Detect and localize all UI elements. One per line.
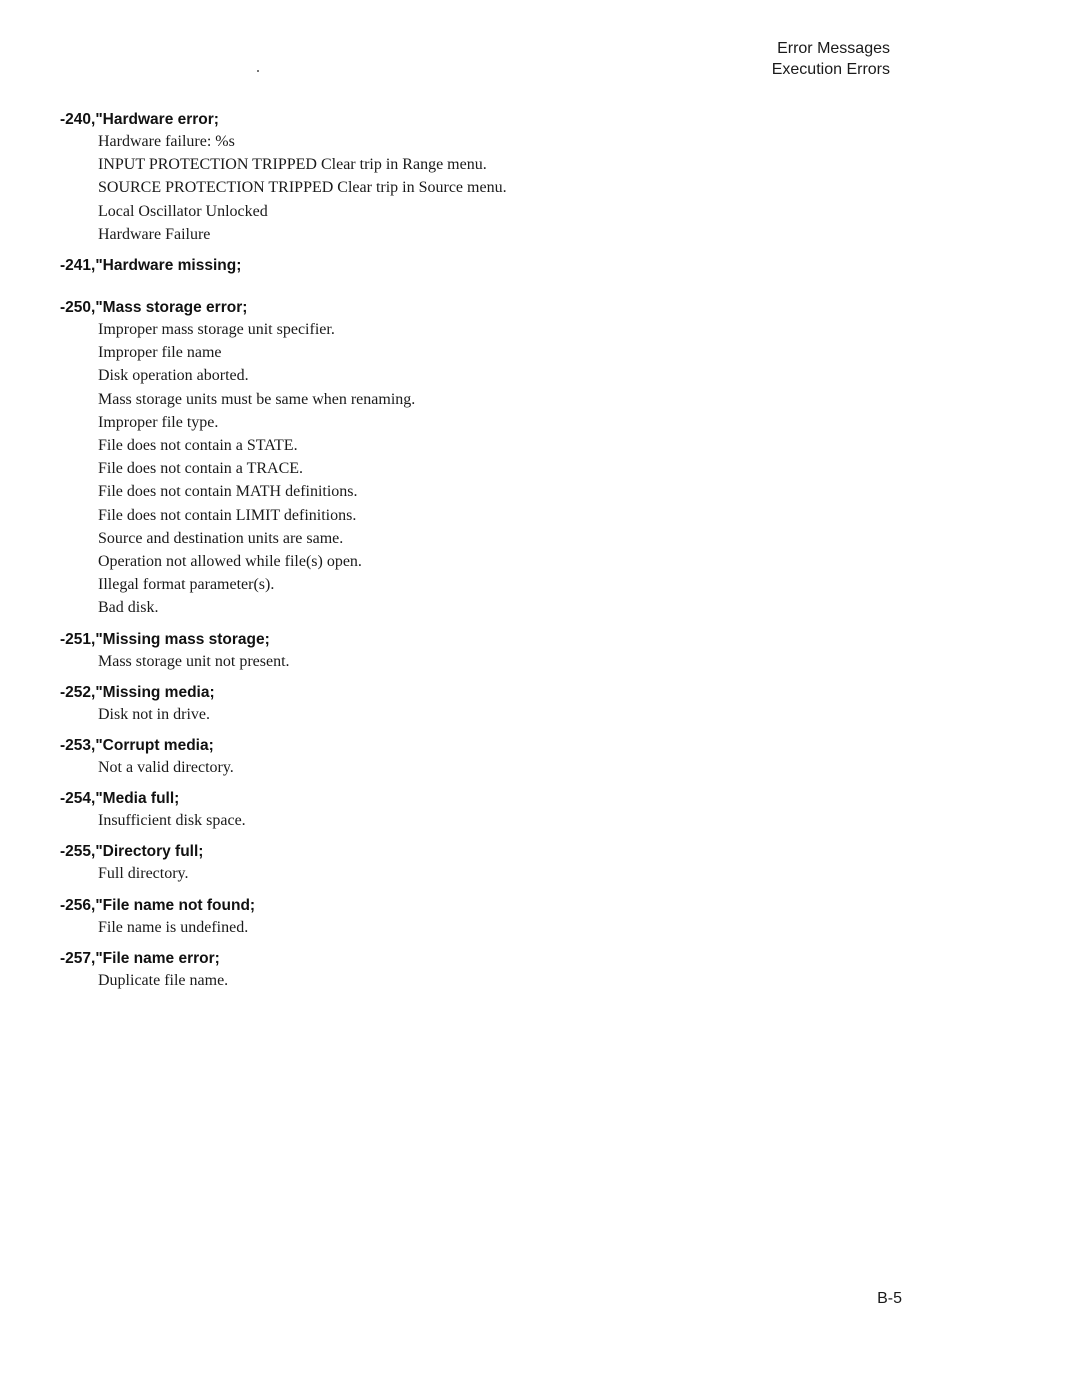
running-head: [772, 38, 890, 80]
error-message: File does not contain LIMIT definitions.: [98, 506, 357, 524]
error-message: Disk operation aborted.: [98, 367, 249, 385]
error-code-heading: -256,"File name not found;: [60, 896, 256, 914]
error-message: File does not contain a TRACE.: [98, 460, 304, 478]
error-message: Bad disk.: [98, 599, 159, 617]
error-message-list: [60, 650, 920, 673]
error-message: Hardware Failure: [98, 225, 211, 243]
error-code-heading: -251,"Missing mass storage;: [60, 630, 270, 648]
error-code-heading: -252,"Missing media;: [60, 683, 215, 701]
error-section: [60, 736, 920, 779]
error-message: Improper mass storage unit specifier.: [98, 321, 335, 339]
error-code-heading: -255,"Directory full;: [60, 843, 204, 861]
error-list: [60, 110, 920, 1002]
error-message: SOURCE PROTECTION TRIPPED Clear trip in Source menu.: [98, 179, 507, 197]
error-message: Insufficient disk space.: [98, 812, 246, 830]
error-message: INPUT PROTECTION TRIPPED Clear trip in Range menu.: [98, 156, 487, 174]
error-message-list: [60, 862, 920, 885]
error-section: [60, 298, 920, 620]
error-message: Not a valid directory.: [98, 759, 234, 777]
error-message-list: [60, 130, 920, 246]
error-section: [60, 842, 920, 885]
error-section: [60, 630, 920, 673]
error-code-heading: -254,"Media full;: [60, 790, 180, 808]
running-head-chapter: Error Messages: [777, 40, 890, 57]
error-message-list: [60, 809, 920, 832]
error-message: File does not contain MATH definitions.: [98, 483, 358, 501]
error-code-heading: -257,"File name error;: [60, 949, 220, 967]
error-message: Duplicate file name.: [98, 971, 229, 989]
error-message-list: [60, 703, 920, 726]
error-message: Operation not allowed while file(s) open.: [98, 553, 362, 571]
error-message: Hardware failure: %s: [98, 133, 235, 150]
error-section: [60, 683, 920, 726]
error-message-list: [60, 756, 920, 779]
error-message: Mass storage units must be same when renaming.: [98, 390, 416, 408]
error-message: File does not contain a STATE.: [98, 437, 298, 455]
error-message: Illegal format parameter(s).: [98, 576, 275, 594]
error-code-heading: -253,"Corrupt media;: [60, 737, 214, 755]
running-head-section: Execution Errors: [771, 61, 890, 78]
scan-speck: [257, 70, 259, 72]
error-message: Source and destination units are same.: [98, 529, 344, 547]
error-message-list: [60, 318, 920, 620]
error-section: [60, 949, 920, 992]
page-number: B-5: [877, 1290, 902, 1307]
error-code-heading: -241,"Hardware missing;: [60, 257, 242, 275]
error-message: File name is undefined.: [98, 918, 249, 936]
error-message: Mass storage unit not present.: [98, 652, 290, 670]
error-message-list: [60, 969, 920, 992]
error-message: Local Oscillator Unlocked: [98, 202, 268, 220]
error-code-heading: -250,"Mass storage error;: [60, 299, 248, 317]
error-message: Improper file type.: [98, 413, 219, 431]
error-section: [60, 789, 920, 832]
error-section: [60, 256, 920, 276]
error-message: Full directory.: [98, 865, 189, 883]
error-message: Disk not in drive.: [98, 705, 210, 723]
error-message: Improper file name: [98, 344, 222, 362]
error-message-list: [60, 916, 920, 939]
error-section: [60, 896, 920, 939]
error-section: [60, 110, 920, 246]
error-code-heading: -240,"Hardware error;: [60, 111, 219, 128]
